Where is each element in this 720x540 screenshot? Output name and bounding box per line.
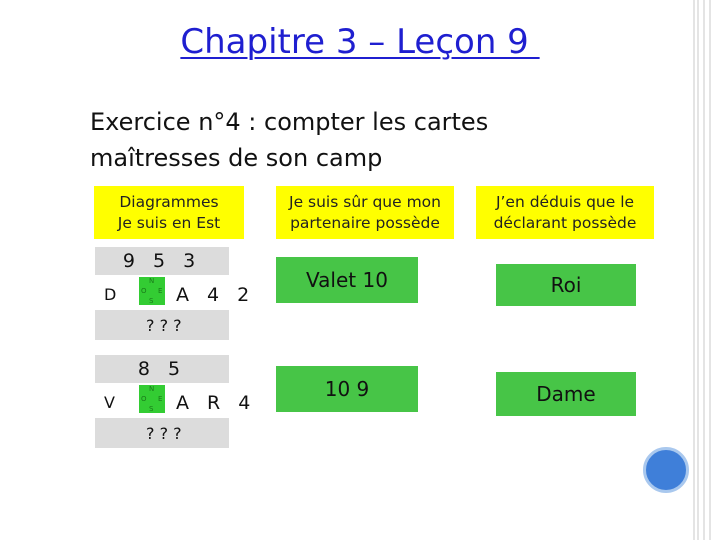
diagram-2-west-card: V (104, 393, 115, 412)
answer-row1-declarer: Roi (496, 264, 636, 306)
diagram-1-east-cards: A 4 2 (176, 284, 256, 306)
diagram-2-south-cards: ? ? ? (146, 424, 182, 443)
exercise-subtitle: Exercice n°4 : compter les cartes maîtresses de son camp (90, 108, 489, 172)
answer-row2-partner: 10 9 (276, 366, 418, 412)
compass-west: O (141, 287, 147, 295)
compass-north: N (149, 385, 155, 393)
diagram-1-north-cards: 9 5 3 (122, 250, 202, 272)
header-diagrams: Diagrammes Je suis en Est (94, 186, 244, 239)
compass-icon (139, 277, 165, 305)
diagram-1-west-card: D (104, 285, 117, 304)
compass-south: S (149, 405, 154, 413)
compass-west: O (141, 395, 147, 403)
diagram-2-east-cards: A R 4 (176, 392, 257, 414)
header-partner: Je suis sûr que mon partenaire possède (276, 186, 454, 239)
answer-row1-partner: Valet 10 (276, 257, 418, 303)
slide-title: Chapitre 3 – Leçon 9 (180, 22, 540, 62)
compass-east: E (158, 395, 163, 403)
diagram-1-south-cards: ? ? ? (146, 316, 182, 335)
compass-south: S (149, 297, 154, 305)
diagram-2-north-cards: 8 5 (137, 358, 187, 380)
compass-north: N (149, 277, 155, 285)
header-declarer: J’en déduis que le déclarant possède (476, 186, 654, 239)
decorative-circle (643, 447, 689, 493)
compass-east: E (158, 287, 163, 295)
answer-row2-declarer: Dame (496, 372, 636, 416)
compass-icon (139, 385, 165, 413)
